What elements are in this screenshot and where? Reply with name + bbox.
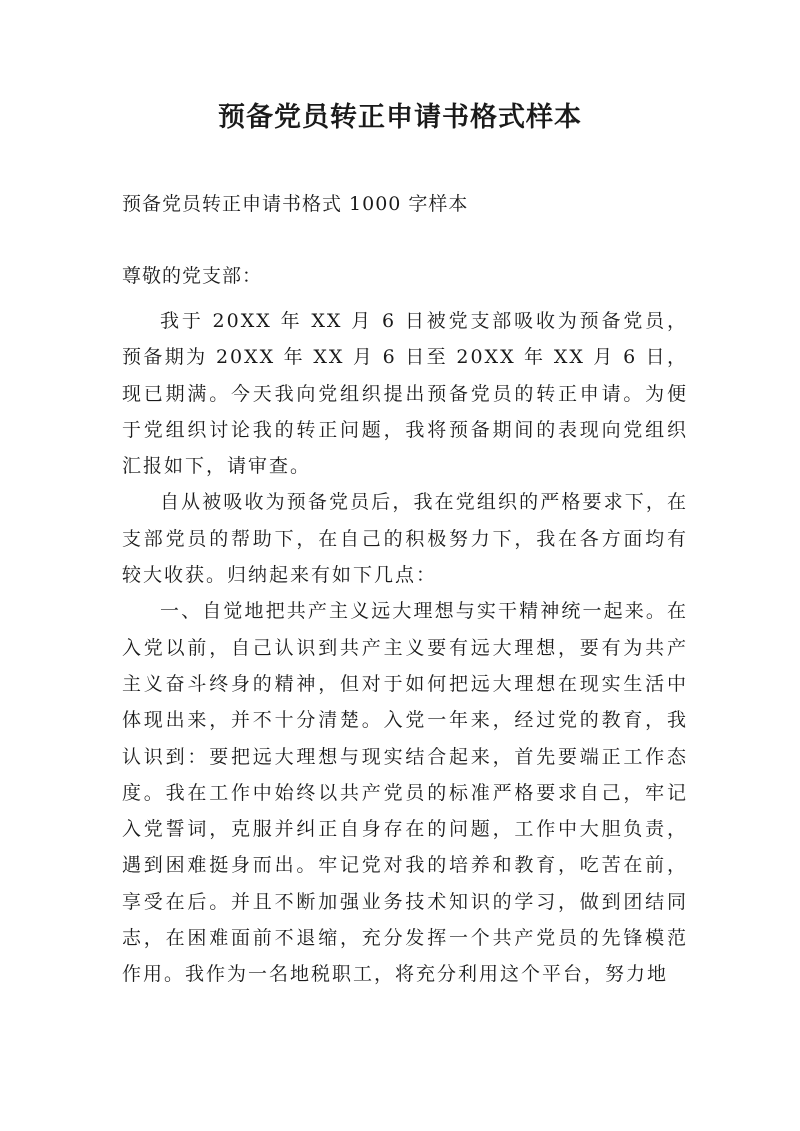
paragraph: 自从被吸收为预备党员后，我在党组织的严格要求下，在支部党员的帮助下，在自己的积极努力下，我在各方面均有较大收获。归纳起来有如下几点： (122, 491, 688, 587)
paragraph: 一、自觉地把共产主义远大理想与实干精神统一起来。在入党以前，自己认识到共产主义要有远大理想，要有为共产主义奋斗终身的精神，但对于如何把远大理想在现实生活中体现出来，并不十分清楚。入党一年来，经过党的教育，我认识到：要把远大理想与现实结合起来，首先要端正工作态度。我在工作中始终以共产党员的标准严格要求自己，牢记入党誓词，克服并纠正自身存在的问题，工作中大胆负责，遇到困难挺身而出。牢记党对我的培养和教育，吃苦在前，享受在后。并且不断加强业务技术知识的学习，做到团结同志，在困难面前不退缩，充分发挥一个共产党员的先锋模范作用。我作为一名地税职工，将充分利用这个平台，努力地 (122, 600, 688, 986)
document-title: 预备党员转正申请书格式样本 (218, 102, 582, 133)
document-body (122, 303, 688, 993)
paragraph: 我于 20XX 年 XX 月 6 日被党支部吸收为预备党员，预备期为 20XX 年 XX 月 6 日至 20XX 年 XX 月 6 日，现已期满。今天我向党组织提出预备党员的转正申请。为便于党组织讨论我的转正问题，我将预备期间的表现向党组织汇报如下，请审查。 (122, 310, 688, 478)
salutation: 尊敬的党支部： (122, 265, 263, 287)
document-subtitle: 预备党员转正申请书格式 1000 字样本 (122, 193, 469, 215)
